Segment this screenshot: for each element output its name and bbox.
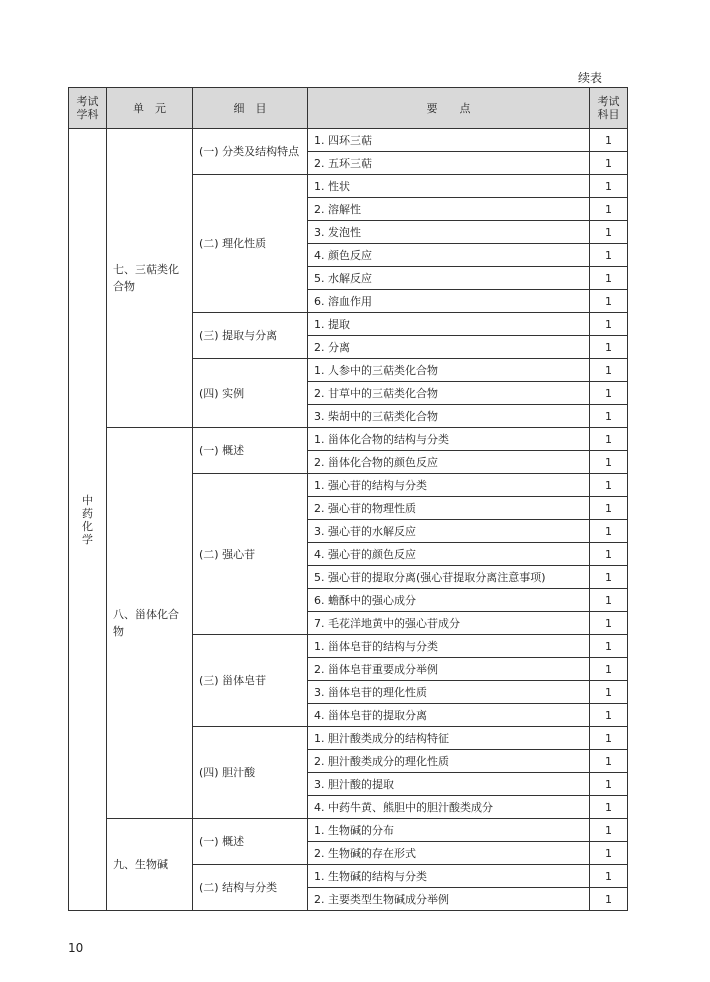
point-cell: 3. 柴胡中的三萜类化合物 bbox=[308, 405, 590, 428]
point-cell: 1. 性状 bbox=[308, 175, 590, 198]
page-number: 10 bbox=[68, 941, 84, 955]
point-cell: 3. 胆汁酸的提取 bbox=[308, 773, 590, 796]
point-cell: 5. 强心苷的提取分离(强心苷提取分离注意事项) bbox=[308, 566, 590, 589]
point-cell: 4. 中药牛黄、熊胆中的胆汁酸类成分 bbox=[308, 796, 590, 819]
point-cell: 1. 生物碱的分布 bbox=[308, 819, 590, 842]
header-level: 考试科目 bbox=[590, 88, 628, 129]
header-item: 细 目 bbox=[193, 88, 308, 129]
level-cell: 1 bbox=[590, 520, 628, 543]
level-cell: 1 bbox=[590, 635, 628, 658]
level-cell: 1 bbox=[590, 704, 628, 727]
level-cell: 1 bbox=[590, 612, 628, 635]
level-cell: 1 bbox=[590, 842, 628, 865]
point-cell: 6. 蟾酥中的强心成分 bbox=[308, 589, 590, 612]
point-cell: 6. 溶血作用 bbox=[308, 290, 590, 313]
point-cell: 5. 水解反应 bbox=[308, 267, 590, 290]
point-cell: 1. 提取 bbox=[308, 313, 590, 336]
point-cell: 1. 甾体皂苷的结构与分类 bbox=[308, 635, 590, 658]
level-cell: 1 bbox=[590, 267, 628, 290]
unit-cell: 八、甾体化合物 bbox=[107, 428, 193, 819]
subject-cell bbox=[69, 129, 107, 911]
level-cell: 1 bbox=[590, 428, 628, 451]
point-cell: 2. 分离 bbox=[308, 336, 590, 359]
point-cell: 3. 发泡性 bbox=[308, 221, 590, 244]
item-cell: (四) 胆汁酸 bbox=[193, 727, 308, 819]
header-point: 要 点 bbox=[308, 88, 590, 129]
level-cell: 1 bbox=[590, 750, 628, 773]
level-cell: 1 bbox=[590, 359, 628, 382]
point-cell: 2. 溶解性 bbox=[308, 198, 590, 221]
table-row bbox=[69, 129, 628, 152]
syllabus-table bbox=[68, 87, 628, 911]
point-cell: 2. 胆汁酸类成分的理化性质 bbox=[308, 750, 590, 773]
point-cell: 2. 强心苷的物理性质 bbox=[308, 497, 590, 520]
item-cell: (四) 实例 bbox=[193, 359, 308, 428]
level-cell: 1 bbox=[590, 382, 628, 405]
level-cell: 1 bbox=[590, 681, 628, 704]
point-cell: 1. 胆汁酸类成分的结构特征 bbox=[308, 727, 590, 750]
item-cell: (二) 理化性质 bbox=[193, 175, 308, 313]
table-row bbox=[69, 428, 628, 451]
level-cell: 1 bbox=[590, 888, 628, 911]
unit-cell: 七、三萜类化合物 bbox=[107, 129, 193, 428]
point-cell: 3. 甾体皂苷的理化性质 bbox=[308, 681, 590, 704]
header-subject: 考试学科 bbox=[69, 88, 107, 129]
point-cell: 7. 毛花洋地黄中的强心苷成分 bbox=[308, 612, 590, 635]
item-cell: (三) 甾体皂苷 bbox=[193, 635, 308, 727]
level-cell: 1 bbox=[590, 865, 628, 888]
point-cell: 2. 甾体皂苷重要成分举例 bbox=[308, 658, 590, 681]
level-cell: 1 bbox=[590, 313, 628, 336]
header-unit: 单 元 bbox=[107, 88, 193, 129]
level-cell: 1 bbox=[590, 819, 628, 842]
point-cell: 2. 甘草中的三萜类化合物 bbox=[308, 382, 590, 405]
item-cell: (三) 提取与分离 bbox=[193, 313, 308, 359]
point-cell: 1. 生物碱的结构与分类 bbox=[308, 865, 590, 888]
level-cell: 1 bbox=[590, 474, 628, 497]
level-cell: 1 bbox=[590, 175, 628, 198]
level-cell: 1 bbox=[590, 773, 628, 796]
level-cell: 1 bbox=[590, 497, 628, 520]
level-cell: 1 bbox=[590, 129, 628, 152]
level-cell: 1 bbox=[590, 796, 628, 819]
unit-cell: 九、生物碱 bbox=[107, 819, 193, 911]
point-cell: 4. 甾体皂苷的提取分离 bbox=[308, 704, 590, 727]
item-cell: (二) 结构与分类 bbox=[193, 865, 308, 911]
point-cell: 1. 人参中的三萜类化合物 bbox=[308, 359, 590, 382]
item-cell: (一) 概述 bbox=[193, 428, 308, 474]
table-header-row bbox=[69, 88, 628, 129]
level-cell: 1 bbox=[590, 290, 628, 313]
level-cell: 1 bbox=[590, 727, 628, 750]
level-cell: 1 bbox=[590, 152, 628, 175]
level-cell: 1 bbox=[590, 244, 628, 267]
subject-label: 中药化学 bbox=[82, 493, 93, 546]
continuation-label: 续表 bbox=[578, 71, 603, 85]
point-cell: 2. 生物碱的存在形式 bbox=[308, 842, 590, 865]
point-cell: 2. 五环三萜 bbox=[308, 152, 590, 175]
item-cell: (一) 概述 bbox=[193, 819, 308, 865]
point-cell: 1. 强心苷的结构与分类 bbox=[308, 474, 590, 497]
point-cell: 4. 颜色反应 bbox=[308, 244, 590, 267]
level-cell: 1 bbox=[590, 658, 628, 681]
level-cell: 1 bbox=[590, 405, 628, 428]
table-row bbox=[69, 819, 628, 842]
level-cell: 1 bbox=[590, 566, 628, 589]
level-cell: 1 bbox=[590, 221, 628, 244]
point-cell: 4. 强心苷的颜色反应 bbox=[308, 543, 590, 566]
item-cell: (一) 分类及结构特点 bbox=[193, 129, 308, 175]
point-cell: 2. 甾体化合物的颜色反应 bbox=[308, 451, 590, 474]
point-cell: 3. 强心苷的水解反应 bbox=[308, 520, 590, 543]
level-cell: 1 bbox=[590, 198, 628, 221]
item-cell: (二) 强心苷 bbox=[193, 474, 308, 635]
level-cell: 1 bbox=[590, 543, 628, 566]
level-cell: 1 bbox=[590, 336, 628, 359]
level-cell: 1 bbox=[590, 589, 628, 612]
point-cell: 2. 主要类型生物碱成分举例 bbox=[308, 888, 590, 911]
point-cell: 1. 四环三萜 bbox=[308, 129, 590, 152]
level-cell: 1 bbox=[590, 451, 628, 474]
point-cell: 1. 甾体化合物的结构与分类 bbox=[308, 428, 590, 451]
